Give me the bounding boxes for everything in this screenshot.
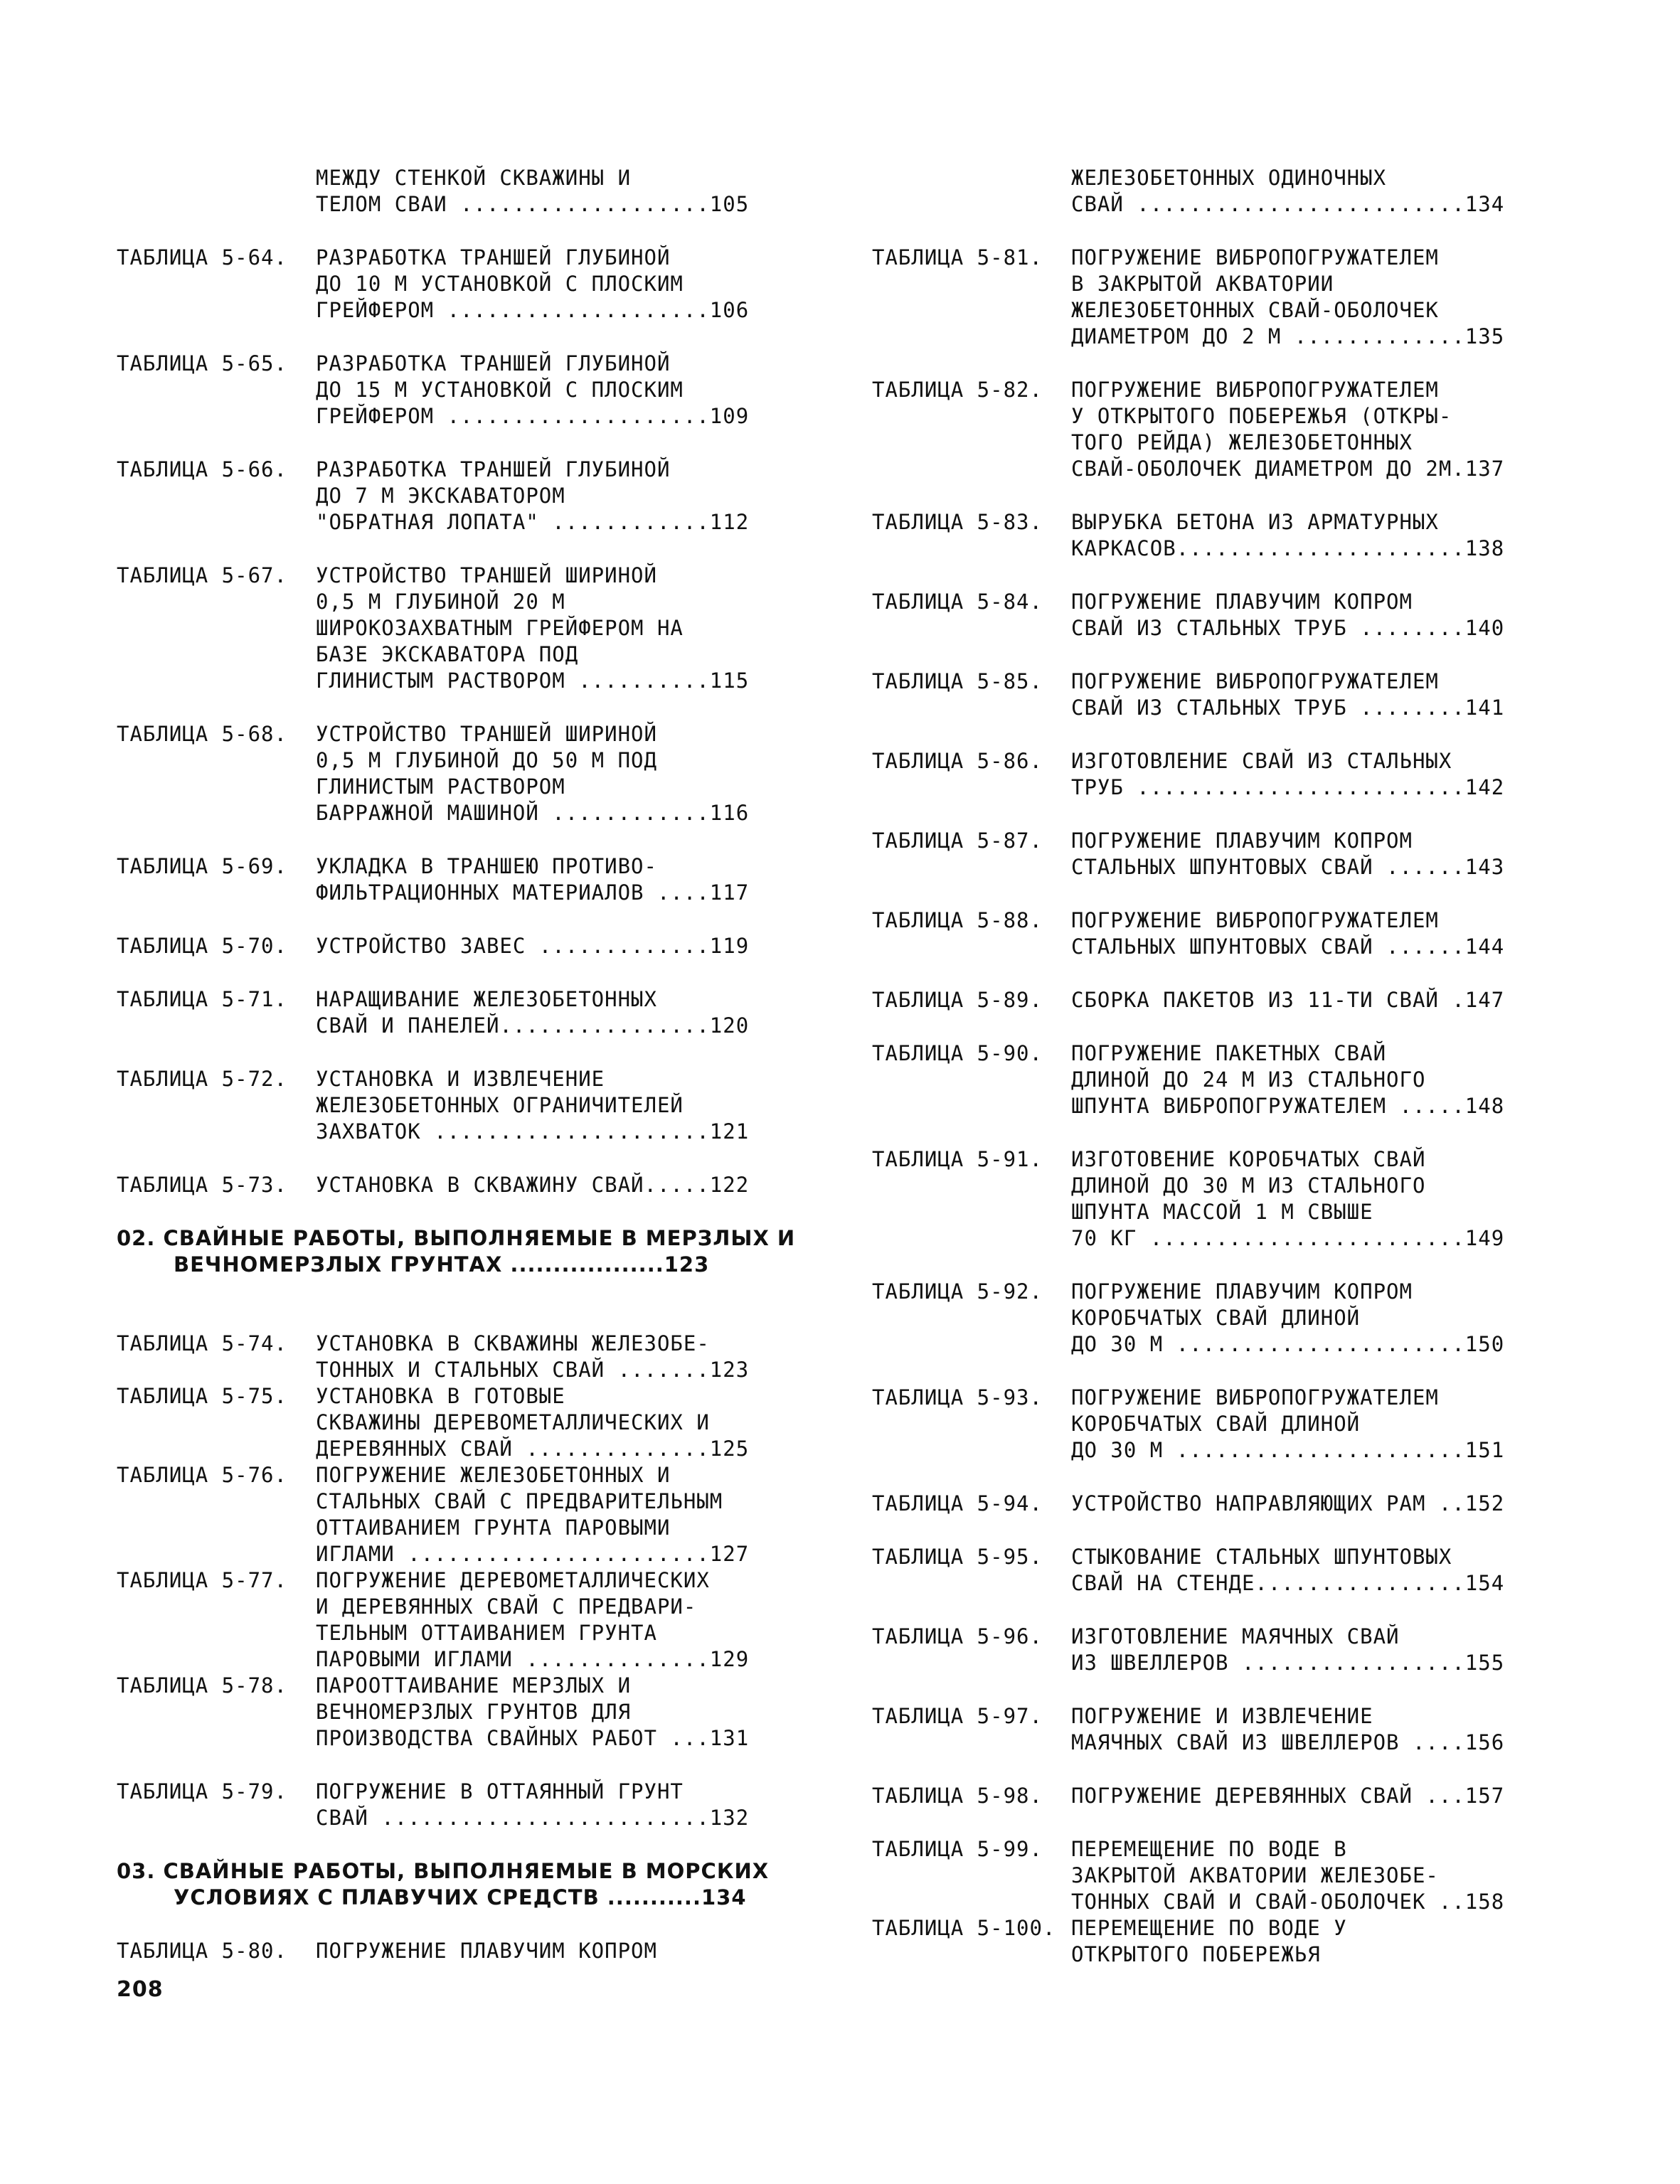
- toc-entry-line: СВАЙ ИЗ СТАЛЬНЫХ ТРУБ ........141: [1071, 696, 1505, 720]
- page-number: 208: [117, 1977, 164, 2002]
- toc-entry-title: [316, 1673, 849, 1752]
- toc-entry: [117, 1938, 849, 1964]
- toc-entry-label: ТАБЛИЦА 5-72.: [117, 1067, 287, 1091]
- toc-entry-title: [316, 1066, 849, 1145]
- toc-entry-line: ПОГРУЖЕНИЕ ПАКЕТНЫХ СВАЙ: [1071, 1041, 1387, 1065]
- toc-entry-label: ТАБЛИЦА 5-76.: [117, 1463, 287, 1487]
- toc-entry-line: КОРОБЧАТЫХ СВАЙ ДЛИНОЙ: [1071, 1306, 1361, 1330]
- toc-entry-line: СВАЙ ИЗ СТАЛЬНЫХ ТРУБ ........140: [1071, 616, 1505, 640]
- toc-right-column: [872, 165, 1605, 1968]
- toc-entry-line: ИЗГОТОВЛЕНИЕ СВАЙ ИЗ СТАЛЬНЫХ: [1071, 749, 1452, 773]
- toc-entry-line: ПОГРУЖЕНИЕ ДЕРЕВОМЕТАЛЛИЧЕСКИХ: [316, 1568, 710, 1592]
- toc-entry-line: ПОГРУЖЕНИЕ ВИБРОПОГРУЖАТЕЛЕМ: [1071, 245, 1439, 270]
- toc-entry-line: СКВАЖИНЫ ДЕРЕВОМЕТАЛЛИЧЕСКИХ И: [316, 1410, 710, 1434]
- toc-entry-line: УКЛАДКА В ТРАНШЕЮ ПРОТИВО-: [316, 854, 657, 878]
- toc-entry-label: ТАБЛИЦА 5-92.: [872, 1279, 1043, 1304]
- toc-entry-line: ПОГРУЖЕНИЕ ВИБРОПОГРУЖАТЕЛЕМ: [1071, 1385, 1439, 1410]
- toc-entry-label: ТАБЛИЦА 5-91.: [872, 1147, 1043, 1171]
- toc-entry-label: ТАБЛИЦА 5-100.: [872, 1916, 1056, 1940]
- toc-entry-line: ПОГРУЖЕНИЕ И ИЗВЛЕЧЕНИЕ: [1071, 1704, 1373, 1728]
- toc-entry: [117, 165, 849, 218]
- toc-entry: [117, 1066, 849, 1145]
- toc-entry: [117, 1172, 849, 1198]
- toc-entry-line: ТОГО РЕЙДА) ЖЕЛЕЗОБЕТОННЫХ: [1071, 430, 1413, 454]
- toc-entry-label: ТАБЛИЦА 5-77.: [117, 1568, 287, 1592]
- section-03-line1: 03. СВАЙНЫЕ РАБОТЫ, ВЫПОЛНЯЕМЫЕ В МОРСКИХ: [117, 1859, 770, 1883]
- toc-entry: [872, 1624, 1605, 1676]
- toc-entry-label: ТАБЛИЦА 5-69.: [117, 854, 287, 878]
- toc-entry-title: [1071, 1146, 1605, 1252]
- toc-entry-label: ТАБЛИЦА 5-78.: [117, 1673, 287, 1698]
- toc-entry-label: ТАБЛИЦА 5-82.: [872, 378, 1043, 402]
- toc-entry-title: [316, 1567, 849, 1673]
- toc-entry-label: ТАБЛИЦА 5-66.: [117, 457, 287, 481]
- toc-entry-label: ТАБЛИЦА 5-68.: [117, 722, 287, 746]
- toc-entry-label: ТАБЛИЦА 5-80.: [117, 1939, 287, 1963]
- toc-entry: [117, 457, 849, 536]
- toc-entry-line: ПОГРУЖЕНИЕ ЖЕЛЕЗОБЕТОННЫХ И: [316, 1463, 671, 1487]
- toc-entry-title: [1071, 245, 1605, 350]
- toc-entry-title: [1071, 1544, 1605, 1597]
- toc-entry-line: ДО 10 М УСТАНОВКОЙ С ПЛОСКИМ: [316, 272, 684, 296]
- toc-entry-line: ВЫРУБКА БЕТОНА ИЗ АРМАТУРНЫХ: [1071, 510, 1439, 534]
- section-02-line1: 02. СВАЙНЫЕ РАБОТЫ, ВЫПОЛНЯЕМЫЕ В МЕРЗЛЫХ И: [117, 1226, 796, 1250]
- toc-entry-line: ФИЛЬТРАЦИОННЫХ МАТЕРИАЛОВ ....117: [316, 880, 750, 905]
- toc-entry-line: СТАЛЬНЫХ ШПУНТОВЫХ СВАЙ ......143: [1071, 855, 1505, 879]
- toc-entry-title: [1071, 1385, 1605, 1464]
- toc-entry: [872, 1040, 1605, 1119]
- toc-entry: [872, 668, 1605, 721]
- toc-entry-line: ПЕРЕМЕЩЕНИЕ ПО ВОДЕ У: [1071, 1916, 1347, 1940]
- toc-left-column: [117, 165, 849, 1964]
- toc-entry-title: [1071, 1703, 1605, 1756]
- toc-entry: [872, 828, 1605, 880]
- toc-entry-line: ПОГРУЖЕНИЕ ПЛАВУЧИМ КОПРОМ: [1071, 590, 1413, 614]
- toc-entry-line: 0,5 М ГЛУБИНОЙ 20 М: [316, 590, 565, 614]
- toc-entry-line: УСТАНОВКА И ИЗВЛЕЧЕНИЕ: [316, 1067, 605, 1091]
- toc-entry-label: ТАБЛИЦА 5-87.: [872, 829, 1043, 853]
- toc-entry-label: ТАБЛИЦА 5-74.: [117, 1331, 287, 1355]
- toc-entry-line: ТРУБ .........................142: [1071, 775, 1505, 799]
- toc-entry-title: [316, 1779, 849, 1831]
- toc-entry-line: СВАЙ НА СТЕНДЕ................154: [1071, 1571, 1505, 1595]
- toc-group-b: [117, 1331, 849, 1831]
- toc-entry: [872, 987, 1605, 1013]
- toc-entry-line: И ДЕРЕВЯННЫХ СВАЙ С ПРЕДВАРИ-: [316, 1594, 697, 1619]
- toc-entry: [872, 165, 1605, 218]
- toc-entry: [872, 1385, 1605, 1464]
- toc-entry: [117, 563, 849, 694]
- toc-entry-line: ИЗГОТОВЛЕНИЕ МАЯЧНЫХ СВАЙ: [1071, 1624, 1400, 1648]
- toc-entry: [872, 377, 1605, 482]
- toc-entry-line: НАРАЩИВАНИЕ ЖЕЛЕЗОБЕТОННЫХ: [316, 987, 657, 1011]
- toc-entry: [117, 1383, 849, 1462]
- toc-entry-title: [316, 1172, 849, 1198]
- toc-entry-label: ТАБЛИЦА 5-75.: [117, 1384, 287, 1408]
- toc-entry-label: ТАБЛИЦА 5-64.: [117, 245, 287, 270]
- toc-entry-line: ДИАМЕТРОМ ДО 2 М .............135: [1071, 324, 1505, 348]
- toc-entry-line: ОТТАИВАНИЕМ ГРУНТА ПАРОВЫМИ: [316, 1516, 671, 1540]
- toc-entry-line: 0,5 М ГЛУБИНОЙ ДО 50 М ПОД: [316, 748, 657, 772]
- toc-entry: [117, 1462, 849, 1567]
- toc-entry-line: У ОТКРЫТОГО ПОБЕРЕЖЬЯ (ОТКРЫ-: [1071, 404, 1452, 428]
- toc-entry-line: ТОННЫХ И СТАЛЬНЫХ СВАЙ .......123: [316, 1358, 750, 1382]
- toc-entry-line: СВАЙ .........................132: [316, 1806, 750, 1830]
- toc-entry-title: [1071, 748, 1605, 801]
- toc-entry-line: ГРЕЙФЕРОМ ....................109: [316, 404, 750, 428]
- toc-entry-title: [316, 1462, 849, 1567]
- toc-entry-line: РАЗРАБОТКА ТРАНШЕЙ ГЛУБИНОЙ: [316, 457, 671, 481]
- toc-entry-label: ТАБЛИЦА 5-88.: [872, 908, 1043, 932]
- toc-entry-line: ПОГРУЖЕНИЕ ВИБРОПОГРУЖАТЕЛЕМ: [1071, 669, 1439, 693]
- toc-entry-title: [1071, 1783, 1605, 1809]
- toc-entry-line: ДЕРЕВЯННЫХ СВАЙ ..............125: [316, 1437, 750, 1461]
- toc-entry-line: МАЯЧНЫХ СВАЙ ИЗ ШВЕЛЛЕРОВ ....156: [1071, 1730, 1505, 1754]
- toc-entry-title: [316, 457, 849, 536]
- toc-entry-label: ТАБЛИЦА 5-65.: [117, 351, 287, 375]
- toc-entry: [872, 907, 1605, 960]
- toc-entry-label: ТАБЛИЦА 5-83.: [872, 510, 1043, 534]
- toc-entry: [872, 245, 1605, 350]
- toc-entry-title: [1071, 1279, 1605, 1358]
- toc-entry-title: [1071, 828, 1605, 880]
- toc-entry-line: ДО 7 М ЭКСКАВАТОРОМ: [316, 484, 565, 508]
- toc-entry-line: ЗАКРЫТОЙ АКВАТОРИИ ЖЕЛЕЗОБЕ-: [1071, 1863, 1439, 1887]
- toc-entry-label: ТАБЛИЦА 5-79.: [117, 1779, 287, 1804]
- toc-entry-label: ТАБЛИЦА 5-90.: [872, 1041, 1043, 1065]
- toc-entry-label: ТАБЛИЦА 5-70.: [117, 934, 287, 958]
- toc-entry-title: [316, 1938, 849, 1964]
- toc-entry-title: [316, 245, 849, 324]
- toc-entry-line: ИЗ ШВЕЛЛЕРОВ .................155: [1071, 1651, 1505, 1675]
- toc-entry-label: ТАБЛИЦА 5-97.: [872, 1704, 1043, 1728]
- toc-entry-line: УСТРОЙСТВО ТРАНШЕЙ ШИРИНОЙ: [316, 722, 657, 746]
- toc-entry-line: СВАЙ И ПАНЕЛЕЙ................120: [316, 1013, 750, 1038]
- toc-entry-title: [316, 563, 849, 694]
- toc-entry-label: ТАБЛИЦА 5-96.: [872, 1624, 1043, 1648]
- toc-entry: [872, 1491, 1605, 1517]
- toc-entry-title: [1071, 165, 1605, 218]
- toc-entry-line: ДО 30 М ......................150: [1071, 1332, 1505, 1356]
- toc-entry-title: [1071, 668, 1605, 721]
- toc-entry-line: ДО 30 М ......................151: [1071, 1438, 1505, 1462]
- toc-entry-line: УСТАНОВКА В ГОТОВЫЕ: [316, 1384, 565, 1408]
- toc-entry-label: ТАБЛИЦА 5-84.: [872, 590, 1043, 614]
- toc-entry-line: ДЛИНОЙ ДО 24 М ИЗ СТАЛЬНОГО: [1071, 1067, 1426, 1092]
- toc-entry-line: 70 КГ ........................149: [1071, 1226, 1505, 1250]
- toc-entry-line: ШПУНТА МАССОЙ 1 М СВЫШЕ: [1071, 1200, 1373, 1224]
- toc-entry-title: [1071, 1491, 1605, 1517]
- toc-entry: [872, 1146, 1605, 1252]
- toc-entry-line: УСТАНОВКА В СКВАЖИНУ СВАЙ.....122: [316, 1173, 750, 1197]
- toc-entry-title: [316, 986, 849, 1039]
- toc-entry-line: УСТАНОВКА В СКВАЖИНЫ ЖЕЛЕЗОБЕ-: [316, 1331, 710, 1355]
- toc-entry-line: ПОГРУЖЕНИЕ ДЕРЕВЯННЫХ СВАЙ ...157: [1071, 1784, 1505, 1808]
- toc-entry-label: ТАБЛИЦА 5-94.: [872, 1491, 1043, 1516]
- toc-entry-line: ЖЕЛЕЗОБЕТОННЫХ ОГРАНИЧИТЕЛЕЙ: [316, 1093, 684, 1117]
- toc-entry-line: ПОГРУЖЕНИЕ ВИБРОПОГРУЖАТЕЛЕМ: [1071, 378, 1439, 402]
- section-heading-02: [117, 1225, 849, 1278]
- toc-entry: [117, 1331, 849, 1383]
- toc-entry-label: ТАБЛИЦА 5-86.: [872, 749, 1043, 773]
- toc-entry: [872, 1783, 1605, 1809]
- toc-entry-line: СВАЙ-ОБОЛОЧЕК ДИАМЕТРОМ ДО 2М.137: [1071, 457, 1505, 481]
- toc-entry: [872, 1279, 1605, 1358]
- toc-entry-label: ТАБЛИЦА 5-95.: [872, 1545, 1043, 1569]
- toc-entry: [117, 986, 849, 1039]
- toc-entry-line: ЗАХВАТОК .....................121: [316, 1119, 750, 1144]
- toc-entry-label: ТАБЛИЦА 5-73.: [117, 1173, 287, 1197]
- toc-entry-title: [1071, 907, 1605, 960]
- toc-entry: [117, 933, 849, 959]
- toc-entry-label: ТАБЛИЦА 5-67.: [117, 563, 287, 587]
- toc-entry-title: [1071, 1915, 1605, 1968]
- toc-entry: [872, 589, 1605, 641]
- toc-entry-line: ДЛИНОЙ ДО 30 М ИЗ СТАЛЬНОГО: [1071, 1173, 1426, 1198]
- toc-entry-title: [316, 721, 849, 826]
- toc-entry-line: ПОГРУЖЕНИЕ ПЛАВУЧИМ КОПРОМ: [1071, 829, 1413, 853]
- toc-entry-label: ТАБЛИЦА 5-81.: [872, 245, 1043, 270]
- toc-entry: [117, 1567, 849, 1673]
- toc-entry-title: [1071, 377, 1605, 482]
- toc-entry-line: ЖЕЛЕЗОБЕТОННЫХ СВАЙ-ОБОЛОЧЕК: [1071, 298, 1439, 322]
- toc-entry-label: ТАБЛИЦА 5-98.: [872, 1784, 1043, 1808]
- toc-entry-title: [316, 1331, 849, 1383]
- toc-entry: [872, 1703, 1605, 1756]
- toc-entry-line: ГЛИНИСТЫМ РАСТВОРОМ ..........115: [316, 668, 750, 693]
- toc-entry-line: ТЕЛОМ СВАИ ...................105: [316, 192, 750, 216]
- toc-entry-title: [316, 165, 849, 218]
- toc-entry: [872, 1544, 1605, 1597]
- toc-entry-line: ТОННЫХ СВАЙ И СВАЙ-ОБОЛОЧЕК ..158: [1071, 1890, 1505, 1914]
- toc-entry-line: ПОГРУЖЕНИЕ В ОТТАЯННЫЙ ГРУНТ: [316, 1779, 684, 1804]
- toc-entry-title: [1071, 1836, 1605, 1915]
- toc-entry: [872, 748, 1605, 801]
- toc-group-a: [117, 165, 849, 1198]
- toc-entry-title: [1071, 987, 1605, 1013]
- toc-entry-label: ТАБЛИЦА 5-99.: [872, 1837, 1043, 1861]
- toc-entry-title: [316, 351, 849, 430]
- toc-entry: [117, 721, 849, 826]
- toc-entry-title: [1071, 1624, 1605, 1676]
- toc-entry-line: БАЗЕ ЭКСКАВАТОРА ПОД: [316, 642, 579, 666]
- toc-entry: [117, 1779, 849, 1831]
- toc-entry-line: СТЫКОВАНИЕ СТАЛЬНЫХ ШПУНТОВЫХ: [1071, 1545, 1452, 1569]
- toc-entry-line: ПАРООТТАИВАНИЕ МЕРЗЛЫХ И: [316, 1673, 632, 1698]
- toc-entry-line: ПОГРУЖЕНИЕ ПЛАВУЧИМ КОПРОМ: [316, 1939, 657, 1963]
- toc-entry-line: ШПУНТА ВИБРОПОГРУЖАТЕЛЕМ .....148: [1071, 1094, 1505, 1118]
- toc-entry-line: СБОРКА ПАКЕТОВ ИЗ 11-ТИ СВАЙ .147: [1071, 988, 1505, 1012]
- toc-entry: [117, 245, 849, 324]
- toc-entry-line: СТАЛЬНЫХ СВАЙ С ПРЕДВАРИТЕЛЬНЫМ: [316, 1489, 723, 1513]
- toc-entry-line: ГРЕЙФЕРОМ ....................106: [316, 298, 750, 322]
- toc-entry-line: ПРОИЗВОДСТВА СВАЙНЫХ РАБОТ ...131: [316, 1726, 750, 1750]
- toc-entry-title: [1071, 589, 1605, 641]
- toc-entry-title: [316, 933, 849, 959]
- toc-entry-line: ПАРОВЫМИ ИГЛАМИ ..............129: [316, 1647, 750, 1671]
- toc-entry-label: ТАБЛИЦА 5-93.: [872, 1385, 1043, 1410]
- toc-entry-line: БАРРАЖНОЙ МАШИНОЙ ............116: [316, 801, 750, 825]
- toc-entry-line: В ЗАКРЫТОЙ АКВАТОРИИ: [1071, 272, 1334, 296]
- section-02-line2: ВЕЧНОМЕРЗЛЫХ ГРУНТАХ ..................123: [174, 1252, 710, 1277]
- toc-entry-line: ПОГРУЖЕНИЕ ВИБРОПОГРУЖАТЕЛЕМ: [1071, 908, 1439, 932]
- toc-entry-line: МЕЖДУ СТЕНКОЙ СКВАЖИНЫ И: [316, 166, 632, 190]
- toc-entry: [872, 1915, 1605, 1968]
- toc-entry: [872, 1836, 1605, 1915]
- toc-entry-label: ТАБЛИЦА 5-85.: [872, 669, 1043, 693]
- toc-entry-line: ПЕРЕМЕЩЕНИЕ ПО ВОДЕ В: [1071, 1837, 1347, 1861]
- toc-entry: [117, 351, 849, 430]
- toc-entry-line: ШИРОКОЗАХВАТНЫМ ГРЕЙФЕРОМ НА: [316, 616, 684, 640]
- toc-entry-line: ПОГРУЖЕНИЕ ПЛАВУЧИМ КОПРОМ: [1071, 1279, 1413, 1304]
- toc-entry-line: УСТРОЙСТВО НАПРАВЛЯЮЩИХ РАМ ..152: [1071, 1491, 1505, 1516]
- toc-entry-line: ГЛИНИСТЫМ РАСТВОРОМ: [316, 774, 565, 799]
- toc-entry: [117, 853, 849, 906]
- toc-entry-line: СТАЛЬНЫХ ШПУНТОВЫХ СВАЙ ......144: [1071, 934, 1505, 959]
- toc-entry-line: ИЗГОТОВЕНИЕ КОРОБЧАТЫХ СВАЙ: [1071, 1147, 1426, 1171]
- toc-entry-line: УСТРОЙСТВО ЗАВЕС .............119: [316, 934, 750, 958]
- toc-entry-title: [1071, 1040, 1605, 1119]
- toc-entry: [117, 1673, 849, 1752]
- toc-entry-line: КОРОБЧАТЫХ СВАЙ ДЛИНОЙ: [1071, 1412, 1361, 1436]
- toc-entry: [872, 509, 1605, 562]
- section-heading-03: [117, 1858, 849, 1911]
- section-03-line2: УСЛОВИЯХ С ПЛАВУЧИХ СРЕДСТВ ...........134: [174, 1885, 747, 1909]
- toc-entry-label: ТАБЛИЦА 5-71.: [117, 987, 287, 1011]
- toc-entry-line: УСТРОЙСТВО ТРАНШЕЙ ШИРИНОЙ: [316, 563, 657, 587]
- toc-entry-line: ВЕЧНОМЕРЗЛЫХ ГРУНТОВ ДЛЯ: [316, 1700, 632, 1724]
- toc-entry-title: [316, 1383, 849, 1462]
- toc-entry-line: "ОБРАТНАЯ ЛОПАТА" ............112: [316, 510, 750, 534]
- toc-entry-line: ДО 15 М УСТАНОВКОЙ С ПЛОСКИМ: [316, 378, 684, 402]
- toc-entry-title: [1071, 509, 1605, 562]
- toc-entry-line: РАЗРАБОТКА ТРАНШЕЙ ГЛУБИНОЙ: [316, 245, 671, 270]
- toc-entry-line: КАРКАСОВ......................138: [1071, 536, 1505, 560]
- toc-entry-label: ТАБЛИЦА 5-89.: [872, 988, 1043, 1012]
- toc-entry-line: РАЗРАБОТКА ТРАНШЕЙ ГЛУБИНОЙ: [316, 351, 671, 375]
- toc-entry-line: СВАЙ .........................134: [1071, 192, 1505, 216]
- toc-entry-line: ИГЛАМИ .......................127: [316, 1542, 750, 1566]
- toc-entry-title: [316, 853, 849, 906]
- toc-entry-line: ТЕЛЬНЫМ ОТТАИВАНИЕМ ГРУНТА: [316, 1621, 657, 1645]
- toc-group-c: [117, 1938, 849, 1964]
- toc-entry-line: ЖЕЛЕЗОБЕТОННЫХ ОДИНОЧНЫХ: [1071, 166, 1387, 190]
- toc-entry-line: ОТКРЫТОГО ПОБЕРЕЖЬЯ: [1071, 1942, 1321, 1966]
